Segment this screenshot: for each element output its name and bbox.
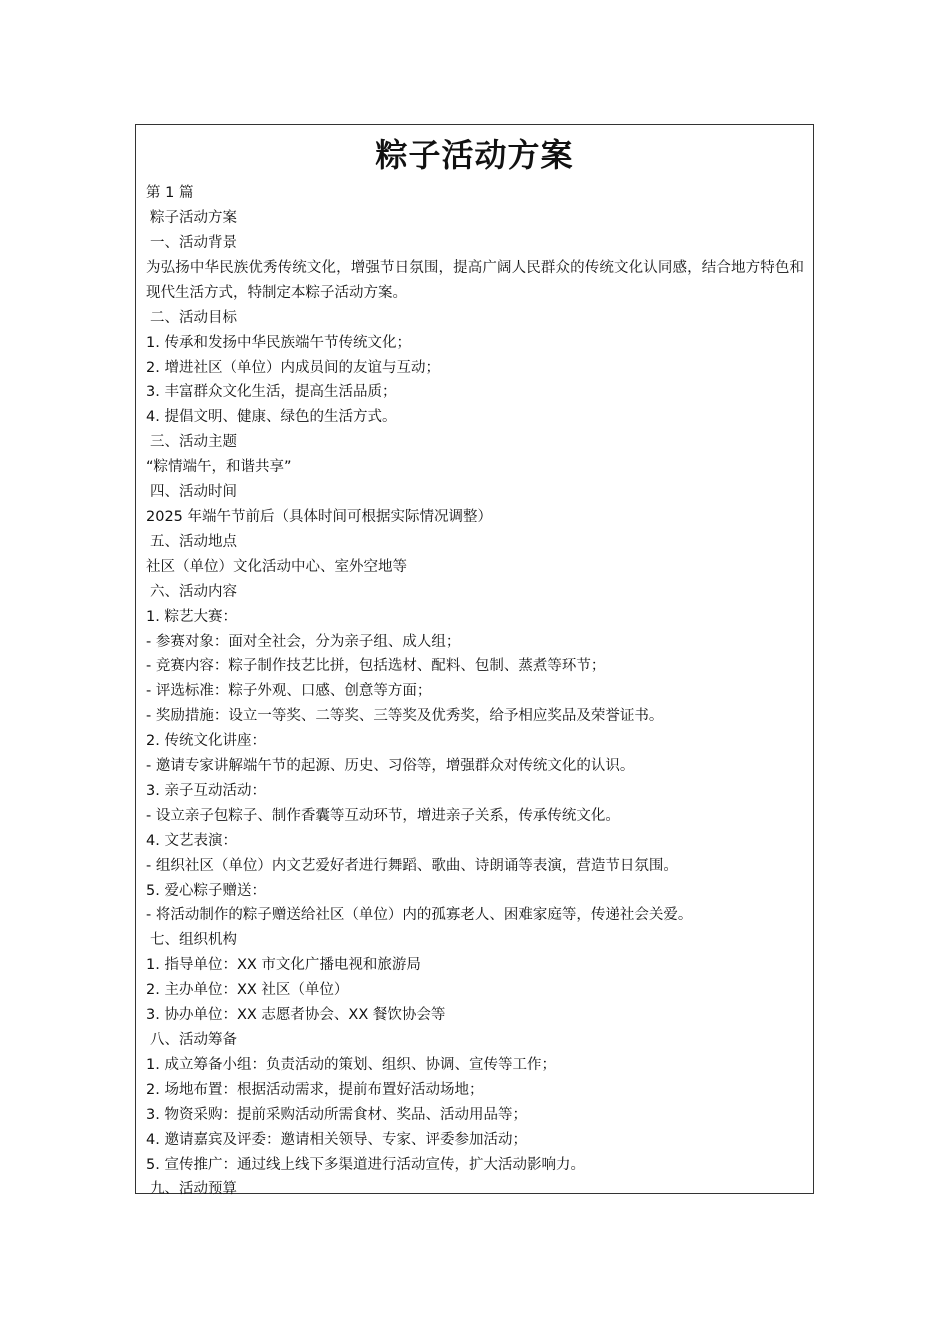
document-line: 社区（单位）文化活动中心、室外空地等: [146, 558, 407, 575]
document-line: 4. 提倡文明、健康、绿色的生活方式。: [146, 409, 397, 426]
document-line: - 邀请专家讲解端午节的起源、历史、习俗等，增强群众对传统文化的认识。: [146, 758, 635, 775]
document-line: 4. 邀请嘉宾及评委：邀请相关领导、专家、评委参加活动；: [146, 1131, 527, 1148]
document-line: 1. 传承和发扬中华民族端午节传统文化；: [146, 334, 411, 351]
document-line: 第 1 篇: [146, 185, 194, 201]
document-line: 八、活动筹备: [150, 1032, 237, 1048]
document-line: 2. 增进社区（单位）内成员间的友谊与互动；: [146, 359, 440, 376]
document-line: - 竞赛内容：粽子制作技艺比拼，包括选材、配料、包制、蒸煮等环节；: [146, 658, 606, 675]
document-line: 1. 粽艺大赛：: [146, 608, 237, 625]
document-line: - 将活动制作的粽子赠送给社区（单位）内的孤寡老人、困难家庭等，传递社会关爱。: [146, 907, 693, 924]
document-line: 2. 传统文化讲座：: [146, 733, 266, 750]
document-line: 3. 丰富群众文化生活，提高生活品质；: [146, 384, 397, 401]
document-line: 粽子活动方案: [150, 209, 237, 226]
document-line: 3. 物资采购：提前采购活动所需食材、奖品、活动用品等；: [146, 1106, 527, 1123]
document-line: 2. 场地布置：根据活动需求，提前布置好活动场地；: [146, 1081, 484, 1098]
document-line: 六、活动内容: [150, 583, 237, 600]
document-body: [136, 181, 813, 1202]
document-line: “粽情端午，和谐共享”: [146, 459, 292, 476]
document-line: 为弘扬中华民族优秀传统文化，增强节日氛围，提高广阔人民群众的传统文化认同感，结合地方特色和现代生活方式，特制定本粽子活动方案。: [146, 259, 804, 301]
document-line: 二、活动目标: [150, 309, 237, 326]
document-line: 3. 协办单位：XX 志愿者协会、XX 餐饮协会等: [146, 1007, 446, 1024]
document-line: - 参赛对象：面对全社会，分为亲子组、成人组；: [146, 633, 461, 650]
document-line: 1. 成立筹备小组：负责活动的策划、组织、协调、宣传等工作；: [146, 1056, 556, 1073]
document-line: 三、活动主题: [150, 434, 237, 451]
document-line: 2025 年端午节前后（具体时间可根据实际情况调整）: [146, 508, 493, 525]
document-line: - 奖励措施：设立一等奖、二等奖、三等奖及优秀奖，给予相应奖品及荣誉证书。: [146, 708, 664, 725]
document-line: 3. 亲子互动活动：: [146, 782, 266, 799]
document-line: 5. 宣传推广：通过线上线下多渠道进行活动宣传，扩大活动影响力。: [146, 1156, 585, 1173]
document-line: 1. 指导单位：XX 市文化广播电视和旅游局: [146, 957, 421, 974]
document-line: 一、活动背景: [150, 234, 237, 251]
document-line: 五、活动地点: [150, 533, 237, 550]
document-line: 2. 主办单位：XX 社区（单位）: [146, 982, 349, 999]
document-line: 5. 爱心粽子赠送：: [146, 882, 266, 899]
document-line: 九、活动预算: [150, 1181, 237, 1198]
document-frame: [135, 124, 814, 1198]
document-line: 4. 文艺表演：: [146, 832, 237, 849]
document-line: 四、活动时间: [150, 484, 237, 501]
document-line: 七、组织机构: [150, 932, 237, 949]
document-line: - 评选标准：粽子外观、口感、创意等方面；: [146, 683, 432, 700]
document-line: - 设立亲子包粽子、制作香囊等互动环节，增进亲子关系，传承传统文化。: [146, 807, 620, 824]
document-title: 粽子活动方案: [375, 136, 574, 174]
document-line: - 组织社区（单位）内文艺爱好者进行舞蹈、歌曲、诗朗诵等表演，营造节日氛围。: [146, 857, 678, 874]
